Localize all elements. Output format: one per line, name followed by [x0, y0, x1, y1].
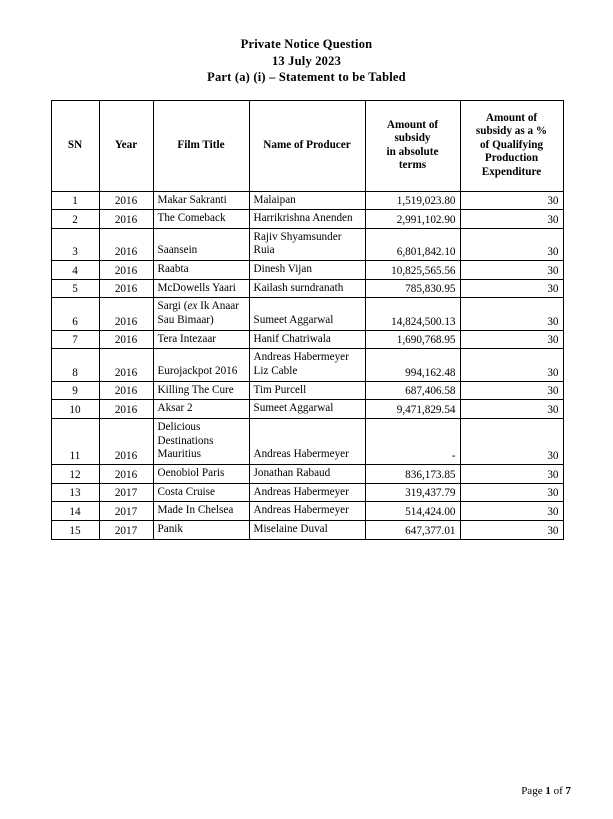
cell-producer: Hanif Chatriwala — [249, 330, 365, 349]
cell-year: 2016 — [99, 381, 153, 400]
cell-amount: 785,830.95 — [365, 279, 460, 298]
cell-producer: Tim Purcell — [249, 381, 365, 400]
cell-sn: 9 — [51, 381, 99, 400]
cell-percentage: 30 — [460, 191, 563, 210]
cell-percentage: 30 — [460, 520, 563, 539]
amount-header-line-3: in absolute — [386, 145, 439, 158]
cell-film-title: Aksar 2 — [153, 400, 249, 419]
cell-year: 2016 — [99, 349, 153, 381]
cell-percentage: 30 — [460, 483, 563, 502]
table-row — [51, 261, 563, 280]
cell-sn: 12 — [51, 465, 99, 484]
cell-producer: Jonathan Rabaud — [249, 465, 365, 484]
cell-amount: 1,519,023.80 — [365, 191, 460, 210]
cell-sn: 1 — [51, 191, 99, 210]
cell-percentage: 30 — [460, 330, 563, 349]
cell-year: 2017 — [99, 502, 153, 521]
cell-percentage: 30 — [460, 349, 563, 381]
cell-amount: 319,437.79 — [365, 483, 460, 502]
table-row — [51, 330, 563, 349]
cell-percentage: 30 — [460, 419, 563, 465]
cell-film-title: Costa Cruise — [153, 483, 249, 502]
cell-producer: Miselaine Duval — [249, 520, 365, 539]
cell-year: 2016 — [99, 465, 153, 484]
table-row — [51, 279, 563, 298]
table-row — [51, 349, 563, 381]
cell-producer: Sumeet Aggarwal — [249, 400, 365, 419]
cell-percentage: 30 — [460, 210, 563, 229]
cell-sn: 8 — [51, 349, 99, 381]
table-header — [51, 100, 563, 191]
pct-header-line-1: Amount of — [485, 111, 538, 124]
title-line-1: Private Notice Question — [240, 37, 373, 51]
cell-year: 2016 — [99, 191, 153, 210]
pct-header-line-5: Expenditure — [481, 165, 542, 178]
statement-table — [51, 100, 564, 540]
cell-film-title: The Comeback — [153, 210, 249, 229]
footer-prefix: Page — [521, 785, 546, 797]
cell-year: 2016 — [99, 419, 153, 465]
cell-film-title: Eurojackpot 2016 — [153, 349, 249, 381]
cell-film-title: Tera Intezaar — [153, 330, 249, 349]
table-row — [51, 210, 563, 229]
table-row — [51, 465, 563, 484]
pct-header-line-3: of Qualifying — [479, 138, 544, 151]
cell-percentage: 30 — [460, 400, 563, 419]
cell-sn: 2 — [51, 210, 99, 229]
table-row — [51, 483, 563, 502]
cell-amount: 647,377.01 — [365, 520, 460, 539]
table-row — [51, 419, 563, 465]
cell-producer: Andreas Habermeyer — [249, 502, 365, 521]
cell-film-title: Raabta — [153, 261, 249, 280]
cell-producer: Dinesh Vijan — [249, 261, 365, 280]
cell-amount: 14,824,500.13 — [365, 298, 460, 330]
footer-middle: of — [550, 785, 566, 797]
table-row — [51, 502, 563, 521]
cell-sn: 7 — [51, 330, 99, 349]
cell-year: 2016 — [99, 210, 153, 229]
table-row — [51, 228, 563, 260]
document-title-block — [0, 36, 613, 86]
cell-producer: Andreas Habermeyer — [249, 419, 365, 465]
cell-amount: 1,690,768.95 — [365, 330, 460, 349]
column-header-amount-percentage — [460, 100, 563, 191]
statement-table-wrapper — [51, 100, 563, 540]
column-header-producer: Name of Producer — [249, 100, 365, 191]
amount-header-line-2: subsidy — [394, 132, 431, 145]
cell-percentage: 30 — [460, 228, 563, 260]
cell-amount: 2,991,102.90 — [365, 210, 460, 229]
pct-header-line-2: subsidy as a % — [475, 125, 548, 138]
cell-film-title: Delicious Destinations Mauritius — [153, 419, 249, 465]
cell-film-title: Made In Chelsea — [153, 502, 249, 521]
cell-percentage: 30 — [460, 261, 563, 280]
table-row — [51, 381, 563, 400]
cell-year: 2016 — [99, 330, 153, 349]
table-row — [51, 191, 563, 210]
cell-amount: 514,424.00 — [365, 502, 460, 521]
cell-sn: 15 — [51, 520, 99, 539]
column-header-year: Year — [99, 100, 153, 191]
cell-producer: Harrikrishna Anenden — [249, 210, 365, 229]
cell-sn: 3 — [51, 228, 99, 260]
cell-film-title: Makar Sakranti — [153, 191, 249, 210]
cell-film-title: Oenobiol Paris — [153, 465, 249, 484]
column-header-sn: SN — [51, 100, 99, 191]
cell-percentage: 30 — [460, 465, 563, 484]
cell-sn: 13 — [51, 483, 99, 502]
cell-percentage: 30 — [460, 502, 563, 521]
cell-amount: 836,173.85 — [365, 465, 460, 484]
column-header-amount-absolute — [365, 100, 460, 191]
table-row — [51, 520, 563, 539]
cell-year: 2016 — [99, 279, 153, 298]
cell-producer: Andreas Habermeyer Liz Cable — [249, 349, 365, 381]
amount-header-line-4: terms — [398, 158, 427, 171]
table-row — [51, 400, 563, 419]
title-line-3: Part (a) (i) – Statement to be Tabled — [207, 70, 406, 84]
pct-header-line-4: Production — [484, 152, 539, 165]
film-title-text: Sargi (ex Ik Anaar Sau Bimaar) — [157, 300, 239, 327]
cell-sn: 10 — [51, 400, 99, 419]
cell-sn: 6 — [51, 298, 99, 330]
cell-year: 2017 — [99, 483, 153, 502]
cell-film-title: McDowells Yaari — [153, 279, 249, 298]
cell-amount: 994,162.48 — [365, 349, 460, 381]
cell-film-title — [153, 298, 249, 330]
cell-year: 2016 — [99, 400, 153, 419]
cell-amount: 9,471,829.54 — [365, 400, 460, 419]
cell-year: 2016 — [99, 261, 153, 280]
amount-header-line-1: Amount of — [386, 118, 439, 131]
cell-producer: Rajiv Shyamsunder Ruia — [249, 228, 365, 260]
footer-current-page: 1 — [545, 785, 551, 797]
cell-year: 2016 — [99, 298, 153, 330]
cell-film-title: Killing The Cure — [153, 381, 249, 400]
cell-year: 2017 — [99, 520, 153, 539]
cell-sn: 14 — [51, 502, 99, 521]
cell-amount: 687,406.58 — [365, 381, 460, 400]
cell-amount: 10,825,565.56 — [365, 261, 460, 280]
footer-total-pages: 7 — [565, 785, 571, 797]
cell-year: 2016 — [99, 228, 153, 260]
cell-sn: 5 — [51, 279, 99, 298]
cell-producer: Kailash surndranath — [249, 279, 365, 298]
cell-producer: Malaipan — [249, 191, 365, 210]
page-footer — [521, 785, 571, 797]
title-line-2: 13 July 2023 — [271, 53, 342, 68]
cell-percentage: 30 — [460, 298, 563, 330]
cell-film-title: Saansein — [153, 228, 249, 260]
cell-sn: 11 — [51, 419, 99, 465]
cell-amount: - — [365, 419, 460, 465]
cell-producer: Sumeet Aggarwal — [249, 298, 365, 330]
cell-amount: 6,801,842.10 — [365, 228, 460, 260]
cell-percentage: 30 — [460, 381, 563, 400]
table-header-row — [51, 100, 563, 191]
cell-sn: 4 — [51, 261, 99, 280]
cell-film-title: Panik — [153, 520, 249, 539]
column-header-film-title: Film Title — [153, 100, 249, 191]
table-body — [51, 191, 563, 539]
cell-percentage: 30 — [460, 279, 563, 298]
cell-producer: Andreas Habermeyer — [249, 483, 365, 502]
table-row — [51, 298, 563, 330]
